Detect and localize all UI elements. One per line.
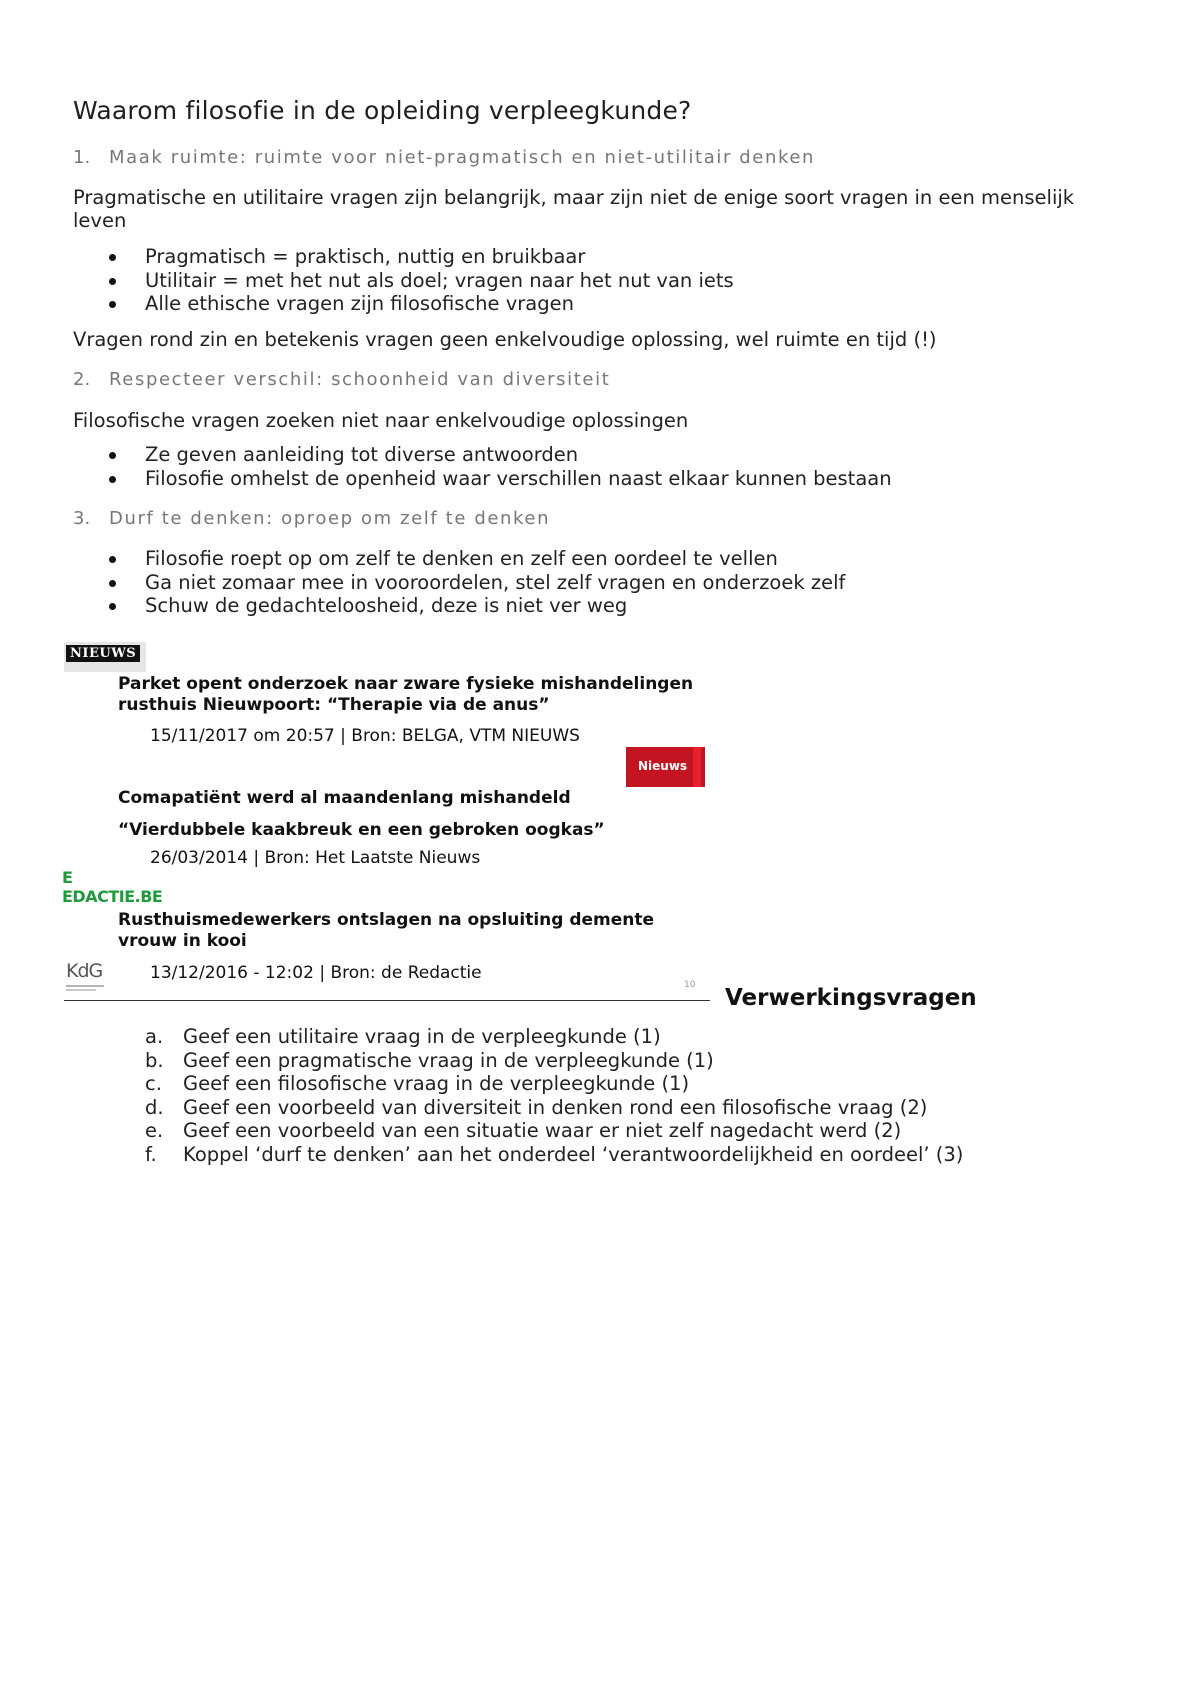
news-3-headline: Rusthuismedewerkers ontslagen na opsluiting demente vrouw in kooi (118, 910, 655, 951)
bullet-icon (109, 603, 116, 610)
list-item: b. Geef een pragmatische vraag in de verpleegkunde (1) (145, 1048, 714, 1072)
section-1-outro: Vragen rond zin en betekenis vragen geen enkelvoudige oplossing, wel ruimte en tijd (!) (73, 328, 937, 351)
list-item: Ga niet zomaar mee in vooroordelen, stel zelf vragen en onderzoek zelf (104, 571, 845, 595)
kdg-logo: KdG (66, 960, 112, 994)
list-item: Schuw de gedachteloosheid, deze is niet ver weg (104, 594, 845, 618)
list-item: a. Geef een utilitaire vraag in de verpleegkunde (1) (145, 1025, 661, 1048)
section-3-bullets (104, 547, 845, 618)
news-collage-image (64, 640, 710, 1004)
nieuws-logo: NIEUWS (64, 642, 146, 672)
news-3-meta: 13/12/2016 - 12:02 | Bron: de Redactie (150, 963, 482, 983)
news-2-headline-line2: “Vierdubbele kaakbreuk en een gebroken oogkas” (118, 820, 605, 840)
section-1-bullets (104, 245, 734, 316)
news-1-headline: Parket opent onderzoek naar zware fysieke mishandelingen rusthuis Nieuwpoort: “Therapie via de anus” (118, 674, 694, 715)
news-2-meta: 26/03/2014 | Bron: Het Laatste Nieuws (150, 848, 481, 868)
section-2-number: 2. (73, 369, 91, 390)
list-item: e. Geef een voorbeeld van een situatie waar er niet zelf nagedacht werd (2) (145, 1119, 902, 1142)
section-2-bullets (104, 443, 892, 490)
list-item: c. Geef een filosofische vraag in de verpleegkunde (1) (145, 1072, 690, 1095)
section-3-heading-text: Durf te denken: oproep om zelf te denken (109, 508, 551, 529)
exercises-heading: Verwerkingsvragen (725, 985, 977, 1011)
list-item: Filosofie roept op om zelf te denken en zelf een oordeel te vellen (104, 547, 845, 571)
list-item: Utilitair = met het nut als doel; vragen naar het nut van iets (104, 269, 734, 293)
bullet-icon (109, 556, 116, 563)
section-2-intro: Filosofische vragen zoeken niet naar enkelvoudige oplossingen (73, 409, 689, 432)
bullet-icon (109, 278, 116, 285)
slide-number: 10 (684, 980, 696, 990)
section-1-heading-text: Maak ruimte: ruimte voor niet-pragmatisch en niet-utilitair denken (109, 147, 816, 168)
news-1-meta: 15/11/2017 om 20:57 | Bron: BELGA, VTM NIEUWS (150, 726, 580, 746)
news-2-headline-line1: Comapatiënt werd al maandenlang mishandeld (118, 788, 571, 808)
list-item: Alle ethische vragen zijn filosofische vragen (104, 292, 734, 316)
list-item: f. Koppel ‘durf te denken’ aan het onderdeel ‘verantwoordelijkheid en oordeel’ (3) (145, 1142, 964, 1166)
page-title: Waarom filosofie in de opleiding verpleegkunde? (73, 96, 692, 125)
red-nieuws-logo: Nieuws (626, 747, 705, 787)
divider (64, 1000, 710, 1001)
list-item: Ze geven aanleiding tot diverse antwoorden (104, 443, 892, 467)
section-2-heading (73, 369, 610, 390)
deredactie-logo: E EDACTIE.BE (62, 868, 163, 906)
bullet-icon (109, 580, 116, 587)
section-2-heading-text: Respecteer verschil: schoonheid van diversiteit (109, 369, 611, 390)
bullet-icon (109, 254, 116, 261)
list-item: Pragmatisch = praktisch, nuttig en bruikbaar (104, 245, 734, 269)
section-1-number: 1. (73, 147, 91, 168)
section-1-intro: Pragmatische en utilitaire vragen zijn belangrijk, maar zijn niet de enige soort vragen in een menselijk leven (73, 186, 1075, 232)
list-item: Filosofie omhelst de openheid waar verschillen naast elkaar kunnen bestaan (104, 467, 892, 491)
exercises-list (145, 1025, 963, 1166)
section-3-number: 3. (73, 508, 91, 529)
bullet-icon (109, 476, 116, 483)
section-1-heading (73, 147, 815, 168)
bullet-icon (109, 452, 116, 459)
bullet-icon (109, 301, 116, 308)
section-3-heading (73, 508, 550, 529)
list-item: d. Geef een voorbeeld van diversiteit in denken rond een filosofische vraag (2) (145, 1095, 928, 1119)
